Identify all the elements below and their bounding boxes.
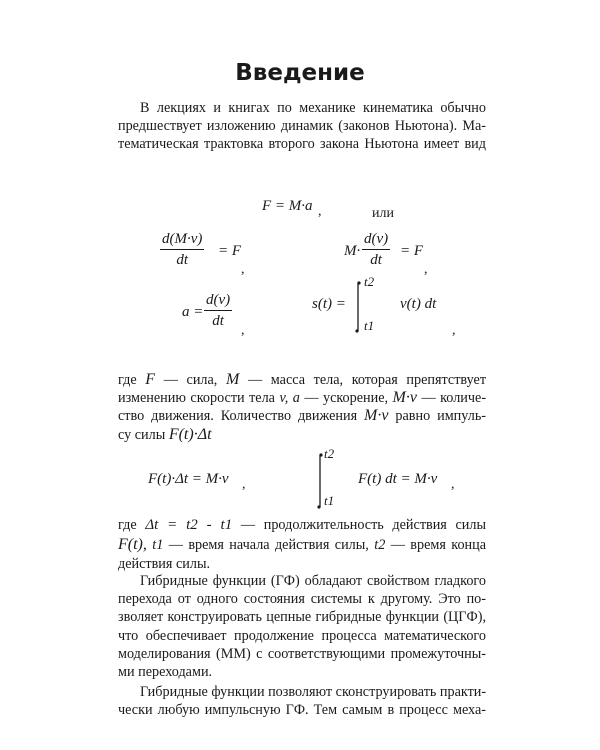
hybrid1-line-5: моделирования (ММ) с соответствующими промежуточны-: [118, 645, 486, 662]
intro-line-2: предшествует изложению динамик (законов Ньютона). Ма-: [118, 118, 486, 135]
hybrid-paragraph-2: [118, 683, 486, 719]
hybrid2-line-1: Гибридные функции позволяют сконструировать практи-: [140, 684, 487, 700]
fraction-bar: [160, 249, 204, 250]
definitions-line-1: [118, 371, 486, 389]
integral-sign: [352, 278, 364, 336]
or-word: или: [372, 206, 394, 221]
impulse-equation: F(t)·Δt = M·v: [148, 471, 229, 487]
fraction-dmv-dt: [160, 231, 204, 269]
hybrid2-line-2: чески любую импульсную ГФ. Тем самым в процесс меха-: [118, 702, 486, 719]
integral-impulse-equation: F(t) dt = M·v: [358, 471, 438, 487]
fraction-bar: [204, 310, 232, 311]
fraction-denominator: dt: [370, 252, 382, 268]
var-mv: M·v: [364, 407, 389, 425]
text: — количе-: [421, 390, 487, 407]
hybrid1-line-1: Гибридные функции (ГФ) обладают свойством гладкого: [140, 573, 486, 589]
comma: ,: [451, 477, 455, 492]
s-equals: s(t) =: [312, 296, 346, 312]
comma: ,: [241, 323, 245, 338]
delta-t-equation: Δt = t2 - t1: [145, 517, 233, 533]
text: изменению скорости тела: [118, 390, 275, 407]
fraction-dv-dt-2: [204, 292, 232, 330]
var-v: v,: [279, 390, 289, 407]
var-t2: t2: [374, 537, 386, 553]
definitions-paragraph: [118, 371, 486, 444]
fraction-numerator: d(v): [206, 292, 231, 308]
text: ство движения. Количество движения: [118, 408, 358, 425]
comma: ,: [318, 204, 322, 219]
upper-limit: t2: [324, 446, 335, 461]
hybrid1-line-2: перехода от одного состояния системы к другому. Это по-: [118, 591, 486, 608]
text: — масса тела, которая препятствует: [247, 372, 487, 388]
hybrid-paragraph-1: [118, 572, 486, 681]
definitions-line-4: [118, 426, 486, 444]
fraction-numerator: d(M·v): [162, 231, 203, 247]
var-mv: M·v: [392, 389, 417, 407]
hybrid1-line-4: что обеспечивает продолжение процесса математического: [118, 627, 486, 644]
comma: ,: [424, 262, 428, 277]
fraction-bar: [362, 249, 390, 250]
text: су силы: [118, 426, 166, 443]
fraction-denominator: dt: [176, 252, 189, 268]
text: где: [118, 517, 137, 533]
hybrid1-line-6: ми переходами.: [118, 664, 213, 681]
equals-f: = F: [218, 243, 242, 259]
text: — сила,: [163, 372, 218, 388]
time-line-1: [118, 516, 486, 535]
m-dot: M·: [344, 243, 361, 259]
integrand: v(t) dt: [400, 296, 437, 312]
var-f: F: [145, 371, 156, 388]
fraction-dv-dt: [362, 231, 390, 269]
definitions-line-3: [118, 407, 486, 425]
text: — время начала действия силы,: [168, 537, 369, 553]
text: — ускорение,: [304, 390, 389, 407]
lower-limit: t1: [324, 493, 335, 508]
var-m: M: [225, 371, 240, 388]
intro-paragraph: [118, 99, 486, 154]
var-a: a: [292, 390, 300, 407]
fraction-numerator: d(v): [364, 231, 389, 247]
text: — продолжительность действия силы: [240, 517, 487, 533]
text: равно импуль-: [395, 408, 487, 425]
hybrid1-line-3: зволяет конструировать цепные гибридные функции (ЦГФ),: [118, 609, 486, 626]
a-equals: a =: [182, 304, 204, 320]
lower-limit: t1: [364, 318, 375, 333]
var-ft: F(t),: [118, 536, 147, 553]
comma: ,: [452, 323, 456, 338]
comma: ,: [242, 477, 246, 492]
intro-line-3: тематическая трактовка второго закона Ньютона имеет вид: [118, 136, 486, 153]
time-definitions-paragraph: [118, 516, 486, 574]
time-line-3: действия силы.: [118, 556, 211, 572]
newton-equation: F = M·a: [262, 198, 313, 214]
var-impulse: F(t)·Δt: [168, 425, 212, 443]
page-title: Введение: [235, 60, 365, 86]
var-t1: t1: [152, 537, 164, 553]
text: где: [118, 372, 137, 388]
upper-limit: t2: [364, 274, 375, 289]
intro-line-1: В лекциях и книгах по механике кинематика обычно: [140, 100, 486, 116]
text: — время конца: [390, 537, 487, 553]
comma: ,: [241, 262, 245, 277]
fraction-denominator: dt: [212, 313, 224, 329]
definitions-line-2: [118, 389, 486, 407]
time-line-2: [118, 535, 486, 555]
equals-f: = F: [400, 243, 424, 259]
